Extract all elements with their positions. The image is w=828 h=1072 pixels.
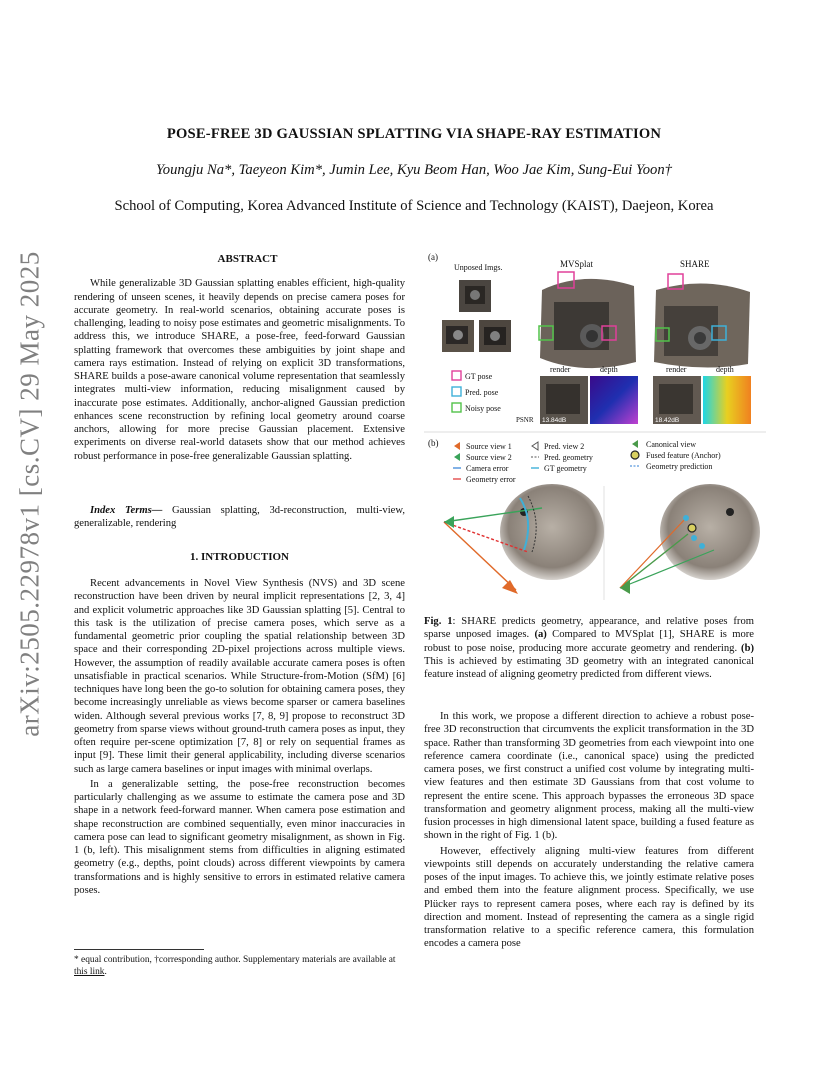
source-view-2-icon <box>454 453 460 461</box>
unposed-input-images <box>442 280 511 352</box>
canonical-view-icon <box>632 440 638 448</box>
intro-paragraph-2: In a generalizable setting, the pose-free reconstruction becomes particularly challenging as we assume to estimate the camera pose and 3D shape in a network feed-forward manner. When camera pose estimation and shape reconstruction are combined sequentially, even minor inaccuracies in camera pose can lead to significant geometry misalignment, as shown in Fig. 1 (b, left). This misalignment stems from difficulties in aligning estimated geometry (e.g., depths, point clouds) across different viewpoints by camera transformations and is highly sensitive to errors in estimated relative camera poses. <box>74 778 405 896</box>
intro-paragraph-1: Recent advancements in Novel View Synthesis (NVS) and 3D scene reconstruction have been driven by neural implicit representations [2, 3, 4] and explicit volumetric approaches like 3D Gaussian splatting [5]. Central to this task is the utilization of precise camera poses, which serve as a fundamental geometric prior coupling the spatial relationship between 3D space and their corresponding 2D-pixel projections across multiple views. However, the assumption of readily available accurate camera poses is often unsatisfiable in practical scenarios. While Structure-from-Motion (SfM) [6] techniques have long been the go-to solution for obtaining camera poses, they become increasingly unreliable as views become sparser or camera baselines widen. Although several previous works [7, 8, 9] propose to reconstruct 3D geometry from sparse views without ground-truth camera poses as input, they often require per-scene optimization [7, 8] or rely on sequential frames as input [9]. These limit their general applicability, including diverse scenarios such as large camera baselines or input images with minimal overlaps. <box>74 578 405 775</box>
mvsplat-reconstruction <box>539 272 636 368</box>
mvsplat-depth-map <box>590 376 638 424</box>
legend-gt-geometry: GT geometry <box>544 464 587 473</box>
caption-b-text: This is achieved by estimating 3D geometry with an integrated canonical feature instead of aligning geometry predicted from different views. <box>424 655 754 680</box>
caption-a-text: Compared to MVSplat [1], SHARE is more robust to pose noise, producing more accurate geometry and rendering. <box>424 629 754 654</box>
mvsplat-render-label: render <box>550 365 571 374</box>
legend-fused-feature: Fused feature (Anchor) <box>646 451 721 460</box>
share-reconstruction <box>654 274 750 368</box>
supplementary-link[interactable]: this link <box>74 967 105 977</box>
legend-source-view-1: Source view 1 <box>466 442 512 451</box>
figure-1 <box>424 250 766 602</box>
share-label: SHARE <box>680 259 710 269</box>
legend-pred-view-2: Pred. view 2 <box>544 442 585 451</box>
right-column-body <box>424 710 754 951</box>
legend-gt-pose: GT pose <box>465 372 493 381</box>
pose-legend <box>452 371 501 413</box>
author-list: Youngju Na*, Taeyeon Kim*, Jumin Lee, Kyu Beom Han, Woo Jae Kim, Sung-Eui Yoon† <box>156 162 672 178</box>
affiliation: School of Computing, Korea Advanced Institute of Science and Technology (KAIST), Daejeon, Korea <box>114 198 714 214</box>
caption-text: : SHARE predicts geometry, appearance, and relative poses from sparse unposed images. <box>424 616 754 641</box>
mvsplat-depth-label: depth <box>600 365 618 374</box>
abstract-heading: ABSTRACT <box>217 253 278 265</box>
right-paragraph-2: However, effectively aligning multi-view features from different viewpoints still depends on accurately understanding the relative camera poses of the input images. To achieve this, we jointly estimate relative poses and embed them into the feature alignment process. Specifically, we use Plücker rays to represent camera poses, where each ray is defined by its direction and moment. Instead of representing the camera as a single rigid transformation relative to a specific reference camera, this formulation encodes a camera pose <box>424 845 754 950</box>
paper-title: POSE-FREE 3D GAUSSIAN SPLATTING VIA SHAPE-RAY ESTIMATION <box>166 126 662 142</box>
gt-pose-icon <box>452 371 461 380</box>
legend-canonical-view: Canonical view <box>646 440 696 449</box>
index-terms-label: Index Terms— <box>90 505 163 516</box>
footnote-text: * equal contribution, †corresponding author. Supplementary materials are available at <box>74 955 396 965</box>
panel-a-label: (a) <box>428 252 438 262</box>
caption-a-label: (a) <box>534 629 547 641</box>
legend-geometry-error: Geometry error <box>466 475 516 484</box>
noisy-pose-icon <box>452 403 461 412</box>
index-terms <box>74 504 405 531</box>
source-view-1-icon <box>454 442 460 450</box>
footnote-end: . <box>104 967 107 977</box>
abstract-section <box>74 253 405 463</box>
caption-label: Fig. 1 <box>424 616 453 627</box>
footnote <box>74 949 405 978</box>
psnr-label: PSNR <box>516 416 534 424</box>
panel-b-label: (b) <box>428 438 439 448</box>
anchor-icon <box>631 451 639 459</box>
caption-b-label: (b) <box>741 642 754 654</box>
pred-pose-icon <box>452 387 461 396</box>
share-psnr: 18.42dB <box>655 417 680 424</box>
geometry-legend <box>453 440 721 484</box>
intro-heading: 1. INTRODUCTION <box>189 551 289 563</box>
abstract-text: While generalizable 3D Gaussian splatting enables efficient, high-quality rendering of unseen scenes, it heavily depends on precise camera poses for accurate geometry. In real-world scenarios, obtaining accurate poses is challenging, leading to noisy pose estimates and geometric misalignments. To address this, we introduce SHARE, a pose-free, feed-forward Gaussian splatting framework that overcomes these ambiguities by joint shape and camera rays estimation. Instead of relying on explicit 3D transformations, SHARE builds a pose-aware canonical volume representation that seamlessly integrates multi-view information, reducing misalignment caused by inaccurate pose estimates. Additionally, anchor-aligned Gaussian prediction enhances scene reconstruction by refining local geometry around coarse anchors, allowing for more precise Gaussian placement. Extensive experiments on diverse real-world datasets show that our method achieves robust performance in pose-free generalizable Gaussian splatting. <box>74 278 405 462</box>
legend-source-view-2: Source view 2 <box>466 453 512 462</box>
share-depth-label: depth <box>716 365 734 374</box>
share-depth-map <box>703 376 751 424</box>
legend-pred-pose: Pred. pose <box>465 388 499 397</box>
legend-geometry-prediction: Geometry prediction <box>646 462 713 471</box>
pred-view-2-icon <box>532 442 538 450</box>
mvsplat-label: MVSplat <box>560 259 594 269</box>
share-render-label: render <box>666 365 687 374</box>
legend-noisy-pose: Noisy pose <box>465 404 501 413</box>
legend-pred-geometry: Pred. geometry <box>544 453 593 462</box>
right-paragraph-1: In this work, we propose a different direction to achieve a robust pose-free 3D reconstruction that circumvents the explicit transformation in the 3D space. Rather than transforming 3D geometries from each viewpoint into one reference camera coordinate (i.e., canonical space) using the predicted camera poses, we first construct a unified cost volume by integrating multi-view features and then estimate 3D Gaussians from that cost volume to represent the entire scene. This approach bypasses the erroneous 3D space transformation and geometry alignment process, making all the multi-view fusion processes in high dimensional latent space, building a fused feature as shown in the right of Fig. 1 (b). <box>424 711 754 842</box>
index-terms-text: Gaussian splatting, 3d-reconstruction, multi-view, generalizable, rendering <box>74 505 405 530</box>
canonical-fusion-diagram <box>620 484 760 594</box>
misalignment-diagram <box>444 484 604 594</box>
footnote-rule <box>74 949 204 950</box>
arxiv-identifier: arXiv:2505.22978v1 [cs.CV] 29 May 2025 <box>14 251 45 737</box>
intro-section <box>74 577 405 897</box>
mvsplat-psnr: 13.84dB <box>542 417 567 424</box>
unposed-images-label: Unposed Imgs. <box>454 263 503 272</box>
figure-caption <box>424 615 754 681</box>
legend-camera-error: Camera error <box>466 464 509 473</box>
